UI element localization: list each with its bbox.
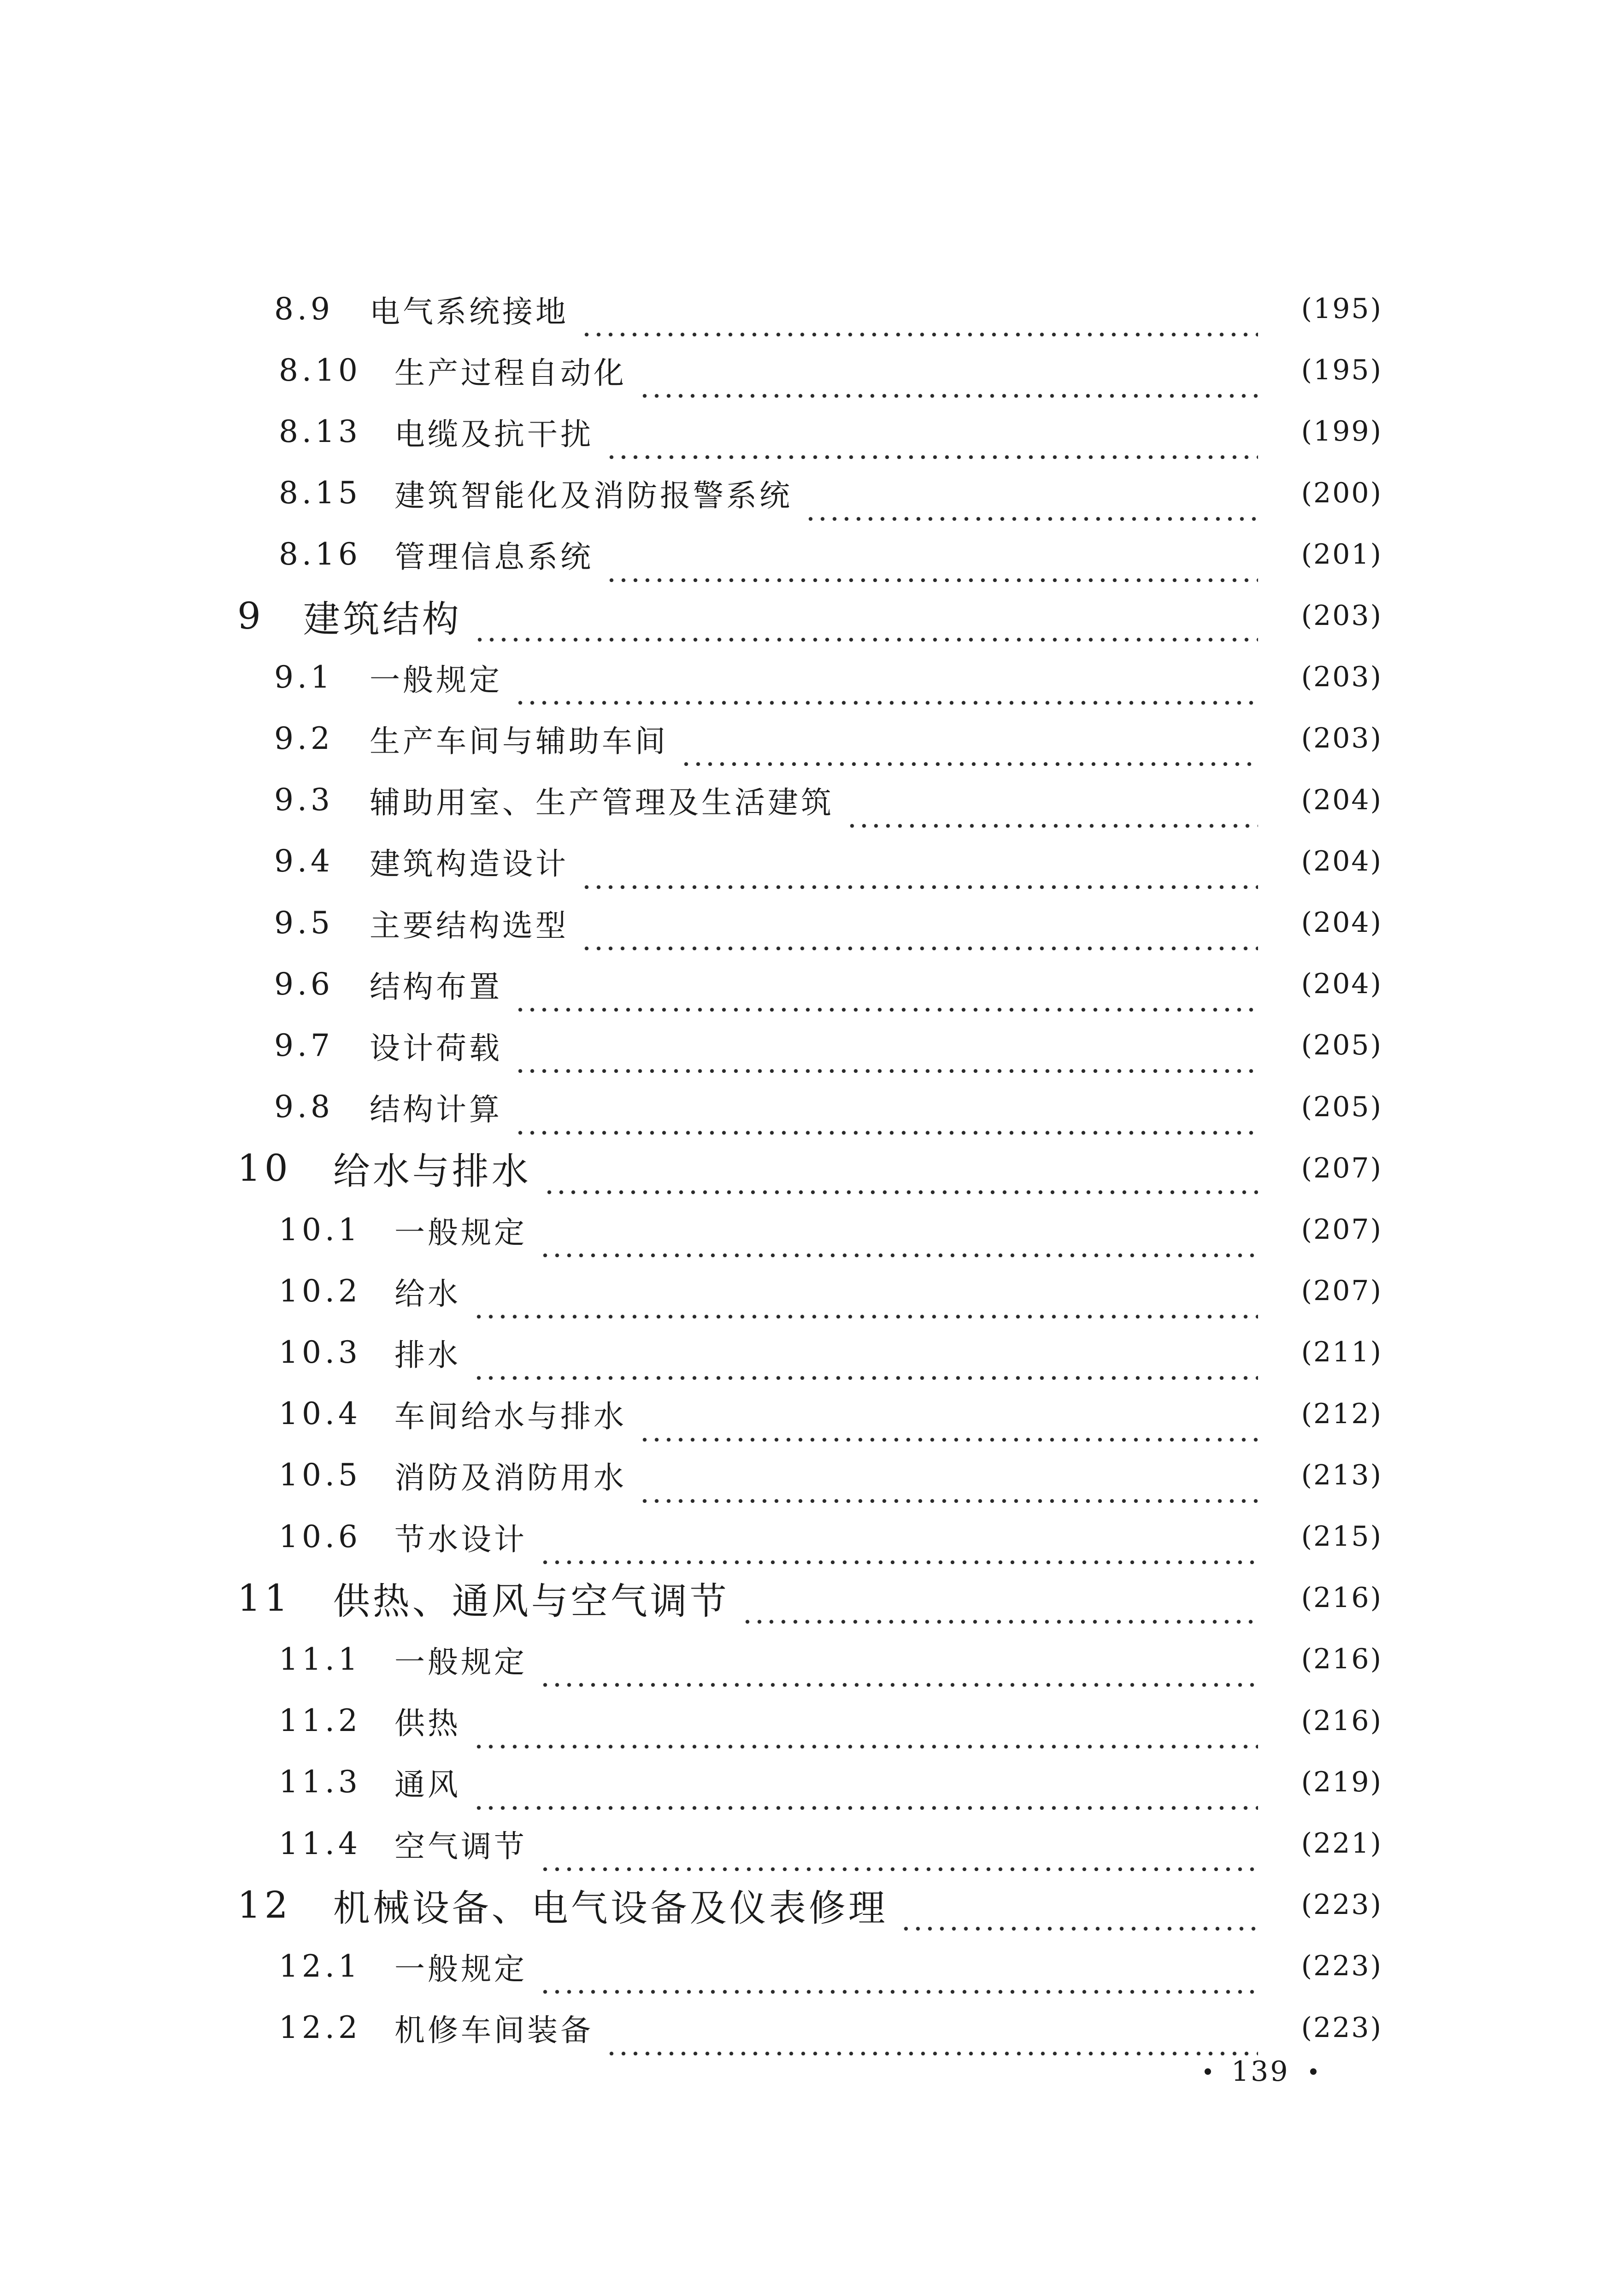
toc-title: 一般规定 xyxy=(394,1214,527,1250)
toc-section-row[interactable] xyxy=(279,465,1382,521)
toc-page-number: (204) xyxy=(1301,783,1382,816)
toc-page-number: (212) xyxy=(1301,1397,1382,1430)
toc-section-row[interactable] xyxy=(274,281,1382,336)
toc-title: 管理信息系统 xyxy=(394,539,594,575)
toc-leader-dots xyxy=(846,772,1258,828)
toc-number: 11.4 xyxy=(279,1825,361,1861)
toc-number: 8.13 xyxy=(279,413,361,449)
toc-number: 8.15 xyxy=(279,475,361,511)
footer-dot-left xyxy=(1205,2068,1211,2075)
toc-section-row[interactable] xyxy=(274,834,1382,889)
toc-title: 建筑构造设计 xyxy=(369,846,569,882)
toc-title: 供热、通风与空气调节 xyxy=(333,1579,729,1623)
toc-leader-dots xyxy=(539,1202,1258,1257)
toc-chapter-row[interactable] xyxy=(237,1141,1382,1196)
toc-title: 机修车间装备 xyxy=(394,2013,594,2049)
toc-leader-dots xyxy=(805,465,1258,521)
toc-page-number: (221) xyxy=(1301,1827,1382,1860)
toc-page-number: (205) xyxy=(1301,1090,1382,1123)
toc-section-row[interactable] xyxy=(279,1816,1382,1871)
toc-section-row[interactable] xyxy=(279,1693,1382,1748)
toc-leader-dots xyxy=(514,649,1258,705)
toc-leader-dots xyxy=(606,2000,1258,2055)
toc-number: 12.1 xyxy=(279,1948,361,1984)
toc-leader-dots xyxy=(639,342,1258,398)
toc-number: 10.2 xyxy=(279,1273,361,1309)
toc-chapter-row[interactable] xyxy=(237,1877,1382,1932)
toc-page-number: (211) xyxy=(1301,1336,1382,1369)
toc-page-number: (195) xyxy=(1301,293,1382,325)
toc-leader-dots xyxy=(539,1816,1258,1871)
toc-leader-dots xyxy=(514,956,1258,1012)
toc-title: 一般规定 xyxy=(394,1951,527,1987)
toc-leader-dots xyxy=(581,834,1258,889)
toc-page-number: (216) xyxy=(1301,1643,1382,1676)
toc-section-row[interactable] xyxy=(274,895,1382,950)
toc-page-number: (215) xyxy=(1301,1520,1382,1553)
toc-chapter-row[interactable] xyxy=(237,588,1382,643)
toc-section-row[interactable] xyxy=(279,1631,1382,1687)
toc-section-row[interactable] xyxy=(274,649,1382,705)
toc-title: 消防及消防用水 xyxy=(394,1460,627,1496)
toc-title: 电缆及抗干扰 xyxy=(394,416,594,452)
toc-number: 10.4 xyxy=(279,1396,361,1432)
toc-section-row[interactable] xyxy=(279,342,1382,398)
toc-number: 9.3 xyxy=(274,782,334,818)
toc-page-number: (203) xyxy=(1301,722,1382,755)
toc-number: 12.2 xyxy=(279,2010,361,2046)
toc-section-row[interactable] xyxy=(274,772,1382,828)
toc-page-number: (216) xyxy=(1301,1704,1382,1737)
toc-title: 结构布置 xyxy=(369,969,502,1005)
toc-number: 11.1 xyxy=(279,1641,361,1677)
toc-title: 给水 xyxy=(394,1276,461,1312)
page-number: 139 xyxy=(1231,2055,1290,2088)
toc-leader-dots xyxy=(606,527,1258,582)
toc-page-number: (203) xyxy=(1301,600,1382,632)
toc-page-number: (203) xyxy=(1301,661,1382,694)
toc-leader-dots xyxy=(581,281,1258,336)
toc-section-row[interactable] xyxy=(279,1386,1382,1442)
toc-leader-dots xyxy=(474,588,1258,643)
toc-leader-dots xyxy=(473,1754,1258,1810)
toc-leader-dots xyxy=(606,404,1258,459)
toc-section-row[interactable] xyxy=(279,404,1382,459)
toc-section-row[interactable] xyxy=(279,1448,1382,1503)
toc-number: 10.6 xyxy=(279,1519,361,1554)
toc-page-number: (195) xyxy=(1301,354,1382,387)
toc-page-number: (201) xyxy=(1301,538,1382,571)
toc-page-number: (200) xyxy=(1301,477,1382,509)
toc-number: 11 xyxy=(237,1576,292,1619)
toc-leader-dots xyxy=(539,1509,1258,1564)
toc-page-number: (223) xyxy=(1301,1889,1382,1921)
toc-leader-dots xyxy=(473,1693,1258,1748)
toc-page-number: (199) xyxy=(1301,415,1382,448)
toc-number: 8.10 xyxy=(279,352,361,388)
toc-section-row[interactable] xyxy=(279,527,1382,582)
page-footer xyxy=(1184,2055,1337,2088)
toc-section-row[interactable] xyxy=(274,1079,1382,1135)
toc-leader-dots xyxy=(473,1325,1258,1380)
toc-page-number: (207) xyxy=(1301,1275,1382,1307)
toc-section-row[interactable] xyxy=(274,1018,1382,1073)
toc-page-number: (207) xyxy=(1301,1152,1382,1184)
toc-leader-dots xyxy=(539,1938,1258,1994)
toc-number: 10 xyxy=(237,1147,292,1190)
toc-page-number: (219) xyxy=(1301,1766,1382,1798)
toc-title: 结构计算 xyxy=(369,1092,502,1128)
toc-title: 一般规定 xyxy=(394,1644,527,1680)
toc-section-row[interactable] xyxy=(279,1325,1382,1380)
toc-number: 9.7 xyxy=(274,1027,334,1063)
toc-title: 建筑智能化及消防报警系统 xyxy=(394,478,793,514)
toc-number: 9.6 xyxy=(274,966,334,1002)
toc-leader-dots xyxy=(539,1631,1258,1687)
toc-chapter-row[interactable] xyxy=(237,1570,1382,1625)
toc-title: 一般规定 xyxy=(369,662,502,698)
toc-number: 9.2 xyxy=(274,720,334,756)
toc-title: 主要结构选型 xyxy=(369,907,569,943)
toc-title: 空气调节 xyxy=(394,1828,527,1864)
toc-page-number: (213) xyxy=(1301,1459,1382,1491)
toc-leader-dots xyxy=(514,1018,1258,1073)
toc-section-row[interactable] xyxy=(279,1509,1382,1564)
footer-dot-right xyxy=(1310,2068,1317,2075)
toc-number: 11.2 xyxy=(279,1703,361,1739)
toc-number: 9 xyxy=(237,594,265,637)
toc-section-row[interactable] xyxy=(279,1754,1382,1810)
toc-page-number: (223) xyxy=(1301,1950,1382,1983)
toc-number: 9.5 xyxy=(274,905,334,941)
toc-section-row[interactable] xyxy=(279,1263,1382,1319)
toc-leader-dots xyxy=(514,1079,1258,1135)
toc-title: 电气系统接地 xyxy=(369,294,569,330)
toc-title: 生产车间与辅助车间 xyxy=(369,723,668,759)
toc-number: 11.3 xyxy=(279,1764,361,1800)
toc-title: 节水设计 xyxy=(394,1521,527,1557)
toc-leader-dots xyxy=(639,1386,1258,1442)
toc-page-number: (204) xyxy=(1301,845,1382,877)
toc-page-number: (205) xyxy=(1301,1029,1382,1062)
toc-leader-dots xyxy=(900,1877,1258,1932)
toc-leader-dots xyxy=(639,1448,1258,1503)
toc-title: 排水 xyxy=(394,1337,461,1373)
toc-title: 设计荷载 xyxy=(369,1030,502,1066)
toc-number: 8.16 xyxy=(279,536,361,572)
toc-leader-dots xyxy=(543,1141,1258,1196)
toc-section-row[interactable] xyxy=(279,1202,1382,1257)
toc-number: 8.9 xyxy=(274,291,334,327)
toc-title: 建筑结构 xyxy=(303,597,462,641)
toc-page-number: (216) xyxy=(1301,1582,1382,1614)
toc-section-row[interactable] xyxy=(274,956,1382,1012)
toc-section-row[interactable] xyxy=(279,2000,1382,2055)
toc-title: 辅助用室、生产管理及生活建筑 xyxy=(369,785,834,821)
toc-title: 供热 xyxy=(394,1706,461,1742)
toc-title: 通风 xyxy=(394,1767,461,1803)
toc-number: 10.5 xyxy=(279,1457,361,1493)
toc-page-number: (223) xyxy=(1301,2011,1382,2044)
toc-page-number: (207) xyxy=(1301,1213,1382,1246)
toc-title: 车间给水与排水 xyxy=(394,1399,627,1435)
toc-number: 12 xyxy=(237,1883,292,1926)
toc-page-number: (204) xyxy=(1301,968,1382,1001)
toc-leader-dots xyxy=(680,711,1258,766)
toc-section-row[interactable] xyxy=(279,1938,1382,1994)
toc-page-number: (204) xyxy=(1301,907,1382,939)
toc-number: 9.1 xyxy=(274,659,334,695)
toc-leader-dots xyxy=(581,895,1258,950)
toc-number: 9.4 xyxy=(274,843,334,879)
toc-number: 10.1 xyxy=(279,1212,361,1248)
toc-number: 9.8 xyxy=(274,1089,334,1125)
toc-number: 10.3 xyxy=(279,1334,361,1370)
toc-leader-dots xyxy=(741,1570,1258,1625)
toc-title: 生产过程自动化 xyxy=(394,355,627,391)
toc-title: 机械设备、电气设备及仪表修理 xyxy=(333,1886,888,1930)
toc-section-row[interactable] xyxy=(274,711,1382,766)
toc-leader-dots xyxy=(473,1263,1258,1319)
toc-title: 给水与排水 xyxy=(333,1150,531,1193)
